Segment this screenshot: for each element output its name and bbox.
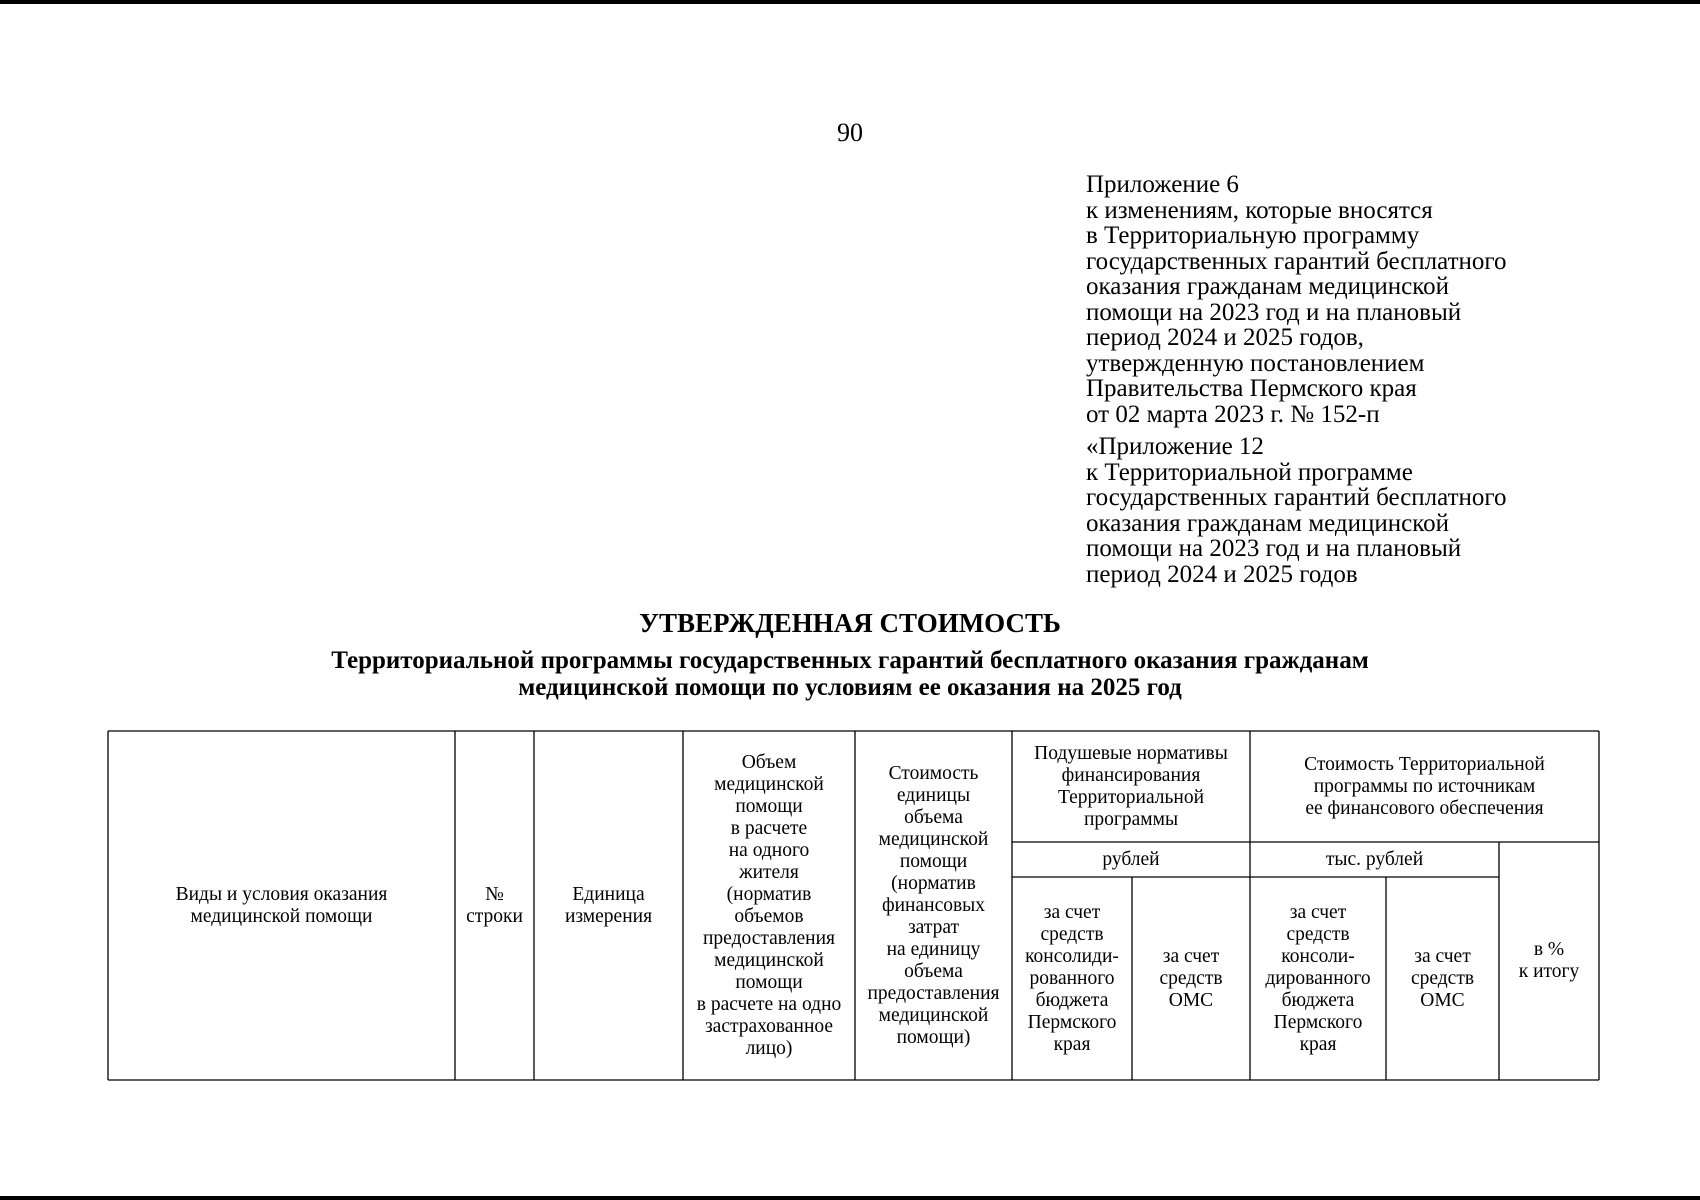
header-volume-per-capita xyxy=(683,731,855,1080)
text-block xyxy=(1411,946,1474,1012)
text-line: период 2024 и 2025 годов, xyxy=(1086,324,1364,351)
text-line: объема xyxy=(904,806,963,828)
header-unit-rubles: рублей xyxy=(1102,848,1160,870)
text-line: объема xyxy=(904,960,963,982)
text-line: за счет xyxy=(1043,901,1101,923)
text-line: (норматив xyxy=(891,872,976,894)
text-line: ее финансового обеспечения xyxy=(1305,797,1544,819)
header-program-cost xyxy=(1250,731,1599,842)
header-per-capita-standards xyxy=(1012,731,1250,842)
text-line: консолиди- xyxy=(1025,945,1119,967)
text-line: средств xyxy=(1159,967,1223,989)
text-line: медицинской xyxy=(714,949,824,971)
text-line: застрахованное xyxy=(704,1015,834,1037)
text-line: помощи xyxy=(735,795,803,817)
text-line: объемов xyxy=(734,905,804,927)
text-line: финансовых xyxy=(881,894,986,916)
text-block xyxy=(868,763,1000,1049)
text-line: бюджета xyxy=(1281,989,1355,1011)
text-line: Территориальной xyxy=(1057,786,1205,808)
text-line: за счет xyxy=(1414,945,1471,967)
header-unit xyxy=(534,731,683,1080)
text-line: Виды и условия оказания xyxy=(175,883,388,905)
text-line: помощи на 2023 год и на плановый xyxy=(1086,298,1462,326)
header-budget-rubles xyxy=(1012,877,1132,1080)
text-line: лицо) xyxy=(745,1037,793,1059)
subtitle-line-2: медицинской помощи по условиям ее оказания на 2025 год xyxy=(518,674,1182,701)
text-line: к Территориальной программе xyxy=(1086,458,1413,486)
text-line: Пермского xyxy=(1273,1011,1363,1033)
text-line: помощи xyxy=(735,971,803,993)
text-line: края xyxy=(1053,1033,1091,1055)
text-block xyxy=(1159,946,1222,1012)
text-line: бюджета xyxy=(1035,989,1109,1011)
text-line: строки xyxy=(466,905,523,927)
text-line: оказания гражданам медицинской xyxy=(1086,509,1450,537)
header-percent-of-total xyxy=(1499,842,1599,1080)
text-line: на единицу xyxy=(886,938,981,960)
text-line: рованного xyxy=(1029,967,1115,989)
text-line: к изменениям, которые вносятся xyxy=(1086,196,1433,224)
text-line: консоли- xyxy=(1281,945,1355,967)
text-line: края xyxy=(1299,1033,1337,1055)
text-line: Приложение 6 xyxy=(1086,171,1239,198)
text-line: Стоимость Территориальной xyxy=(1304,753,1545,775)
text-line: средств xyxy=(1040,923,1104,945)
text-line: Единица xyxy=(572,883,645,905)
text-line: от 02 марта 2023 г. № 152-п xyxy=(1086,400,1380,428)
text-line: ОМС xyxy=(1420,989,1465,1011)
text-line: оказания гражданам медицинской xyxy=(1086,273,1450,300)
header-types-of-care xyxy=(108,731,455,1080)
page-number: 90 xyxy=(837,118,863,147)
text-block xyxy=(466,884,523,928)
text-block xyxy=(1265,902,1370,1056)
text-block xyxy=(1519,939,1580,983)
text-block xyxy=(1034,743,1228,831)
text-line: помощи на 2023 год и на плановый xyxy=(1086,535,1462,562)
text-line: дированного xyxy=(1265,967,1371,989)
text-line: жителя xyxy=(739,861,799,883)
text-line: программы xyxy=(1083,808,1179,830)
text-line: предоставления xyxy=(867,982,1000,1004)
header-oms-rubles xyxy=(1132,877,1250,1080)
text-line: к итогу xyxy=(1518,961,1580,982)
text-line: Объем xyxy=(741,751,797,773)
text-line: в % xyxy=(1533,939,1565,960)
text-line: за счет xyxy=(1162,945,1220,967)
text-line: государственных гарантий бесплатного xyxy=(1086,247,1507,275)
text-line: помощи) xyxy=(896,1026,971,1048)
text-line: утвержденную постановлением xyxy=(1086,349,1425,377)
text-line: в расчете на одно xyxy=(696,993,842,1015)
header-unit-thousand-rubles: тыс. рублей xyxy=(1325,848,1424,870)
text-line: за счет xyxy=(1289,901,1347,923)
text-line: ОМС xyxy=(1168,989,1214,1011)
text-block xyxy=(1025,902,1119,1056)
text-line: государственных гарантий бесплатного xyxy=(1086,484,1507,511)
text-line: Подушевые нормативы xyxy=(1034,742,1228,764)
text-block xyxy=(176,884,388,928)
subtitle-line-1: Территориальной программы государственных гарантий бесплатного оказания гражданам xyxy=(331,647,1369,674)
text-line: средств xyxy=(1410,967,1475,989)
text-line: «Приложение 12 xyxy=(1086,433,1264,460)
text-line: Стоимость xyxy=(888,762,979,784)
text-line: в расчете xyxy=(730,817,808,839)
text-line: Пермского xyxy=(1027,1011,1117,1033)
text-line: измерения xyxy=(564,905,653,927)
text-line: медицинской xyxy=(714,773,824,795)
text-line: на одного xyxy=(728,839,810,861)
text-line: предоставления xyxy=(703,927,835,949)
text-line: программы по источникам xyxy=(1313,775,1536,797)
document-title: УТВЕРЖДЕННАЯ СТОИМОСТЬ xyxy=(639,608,1061,638)
text-line: период 2024 и 2025 годов xyxy=(1086,560,1358,588)
text-line: медицинской помощи xyxy=(190,905,373,927)
header-oms-thousand xyxy=(1386,877,1499,1080)
text-line: в Территориальную программу xyxy=(1086,222,1420,249)
text-line: Правительства Пермского края xyxy=(1086,375,1417,402)
text-block xyxy=(1304,754,1545,820)
text-line: № xyxy=(485,883,504,905)
text-line: медицинской xyxy=(878,828,989,850)
text-line: финансирования xyxy=(1061,764,1201,786)
text-line: средств xyxy=(1286,923,1350,945)
text-line: помощи xyxy=(899,850,968,872)
text-line: затрат xyxy=(907,916,960,938)
text-block xyxy=(565,884,652,928)
header-budget-thousand xyxy=(1250,877,1386,1080)
header-unit-cost xyxy=(855,731,1012,1080)
text-line: (норматив xyxy=(726,883,812,905)
header-row-number xyxy=(455,731,534,1080)
text-block xyxy=(697,752,842,1060)
text-line: единицы xyxy=(896,784,971,806)
text-line: медицинской xyxy=(878,1004,989,1026)
